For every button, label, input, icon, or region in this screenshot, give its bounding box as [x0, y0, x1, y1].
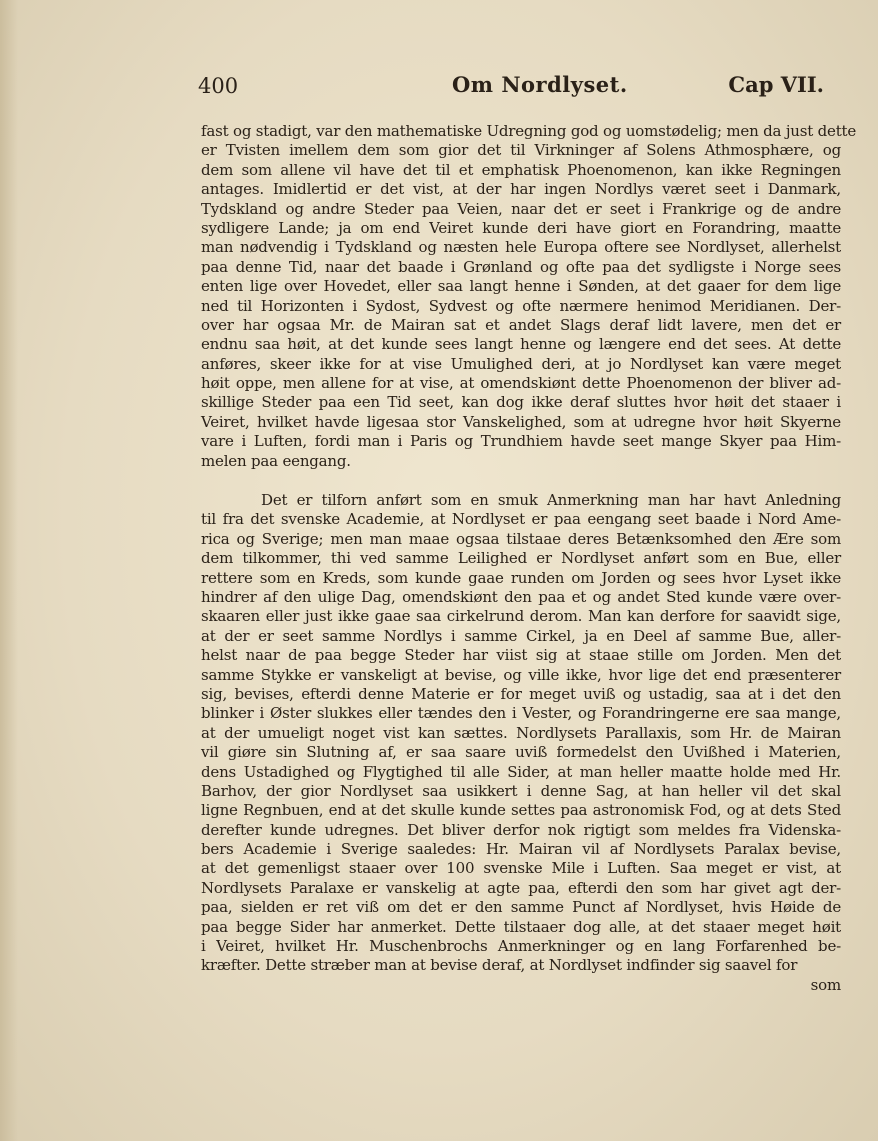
- text-line: kræfter. Dette stræber man at bevise deraf, at Nordlyset indfinder sig saavel for: [201, 956, 798, 975]
- text-line: Barhov, der gior Nordlyset saa usikkert i denne Sag, at han heller vil det skal: [201, 781, 841, 800]
- text-line: over har ogsaa Mr. de Mairan sat et andet Slags deraf lidt lavere, men det er: [201, 315, 841, 334]
- text-line: dem tilkommer, thi ved samme Leilighed er Nordlyset anført som en Bue, eller: [201, 549, 841, 568]
- body-text: [201, 122, 857, 995]
- text-line: er Tvisten imellem dem som gior det til Virkninger af Solens Athmosphære, og: [201, 141, 841, 160]
- text-line: man nødvendig i Tydskland og næsten hele Europa oftere see Nordlyset, allerhelst: [201, 238, 841, 257]
- text-line: Tydskland og andre Steder paa Veien, naar det er seet i Frankrige og de andre: [201, 199, 841, 218]
- chapter-label: Cap VII.: [728, 72, 824, 97]
- text-line: til fra det svenske Academie, at Nordlyset er paa eengang seet baade i Nord Ame-: [201, 510, 841, 529]
- text-line: vare i Luften, fordi man i Paris og Trundhiem havde seet mange Skyer paa Him-: [201, 432, 841, 451]
- text-line: rettere som en Kreds, som kunde gaae runden om Jorden og sees hvor Lyset ikke: [201, 568, 841, 587]
- text-line: dens Ustadighed og Flygtighed til alle Sider, at man heller maatte holde med Hr.: [201, 762, 841, 781]
- text-line: antages. Imidlertid er det vist, at der har ingen Nordlys været seet i Danmark,: [201, 180, 841, 199]
- text-line: vil giøre sin Slutning af, er saa saare uviß formedelst den Uvißhed i Materien,: [201, 743, 841, 762]
- text-line: skaaren eller just ikke gaae saa cirkelrund derom. Man kan derfore for saavidt sige,: [201, 607, 841, 626]
- text-line: blinker i Øster slukkes eller tændes den i Vester, og Forandringerne ere saa mange,: [201, 704, 841, 723]
- text-line: derefter kunde udregnes. Det bliver derfor nok rigtigt som meldes fra Videnska-: [201, 820, 841, 839]
- text-line: fast og stadigt, var den mathematiske Udregning god og uomstødelig; men da just dette: [201, 122, 857, 140]
- text-line: melen paa eengang.: [201, 451, 351, 470]
- text-line: sydligere Lande; ja om end Veiret kunde deri have giort en Forandring, maatte: [201, 218, 841, 237]
- text-line: Veiret, hvilket havde ligesaa stor Vanskelighed, som at udregne hvor høit Skyerne: [201, 412, 841, 431]
- text-line: Det er tilforn anført som en smuk Anmerkning man har havt Anledning: [261, 491, 841, 510]
- text-line: samme Stykke er vanskeligt at bevise, og ville ikke, hvor lige det end præsenterer: [201, 665, 841, 684]
- paragraph-gap: [201, 471, 841, 491]
- text-line: hindrer af den ulige Dag, omendskiønt den paa et og andet Sted kunde være over-: [201, 587, 841, 606]
- text-line: ligne Regnbuen, end at det skulle kunde settes paa astronomisk Fod, og at dets Sted: [201, 801, 841, 820]
- text-line: skillige Steder paa een Tid seet, kan dog ikke deraf sluttes hvor høit det staaer i: [201, 393, 841, 412]
- text-line: paa begge Sider har anmerket. Dette tilstaaer dog alle, at det staaer meget høit: [201, 917, 841, 936]
- text-line: helst naar de paa begge Steder har viist sig at staae stille om Jorden. Men det: [201, 646, 841, 665]
- text-line: anføres, skeer ikke for at vise Umulighed deri, at jo Nordlyset kan være meget: [201, 354, 841, 373]
- text-line: at det gemenligst staaer over 100 svenske Mile i Luften. Saa meget er vist, at: [201, 859, 841, 878]
- text-line: sig, bevises, efterdi denne Materie er for meget uviß og ustadig, saa at i det den: [201, 684, 841, 703]
- text-line: paa, sielden er ret viß om det er den samme Punct af Nordlyset, hvis Høide de: [201, 898, 841, 917]
- paragraph-2: [201, 491, 841, 976]
- text-line: i Veiret, hvilket Hr. Muschenbrochs Anmerkninger og en lang Forfarenhed be-: [201, 937, 841, 956]
- text-line: dem som allene vil have det til et emphatisk Phoenomenon, kan ikke Regningen: [201, 160, 841, 179]
- text-line: Nordlysets Paralaxe er vanskelig at agte paa, efterdi den som har givet agt der-: [201, 878, 841, 897]
- text-line: at der er seet samme Nordlys i samme Cirkel, ja en Deel af samme Bue, aller-: [201, 626, 841, 645]
- page-header: [196, 70, 828, 104]
- text-line: at der umueligt noget vist kan sættes. Nordlysets Parallaxis, som Hr. de Mairan: [201, 723, 841, 742]
- text-line: paa denne Tid, naar det baade i Grønland og ofte paa det sydligste i Norge sees: [201, 257, 841, 276]
- running-title: Om Nordlyset.: [452, 72, 628, 97]
- text-line: endnu saa høit, at det kunde sees langt henne og længere end det sees. At dette: [201, 335, 841, 354]
- text-line: rica og Sverige; men man maae ogsaa tilstaae deres Betænksomhed den Ære som: [201, 529, 841, 548]
- page-number: 400: [198, 74, 239, 98]
- text-line: ned til Horizonten i Sydost, Sydvest og ofte nærmere henimod Meridianen. Der-: [201, 296, 841, 315]
- paragraph-1: [201, 122, 857, 471]
- catchword: som: [810, 975, 841, 994]
- page-edge-shadow: [0, 0, 18, 1141]
- text-line: høit oppe, men allene for at vise, at omendskiønt dette Phoenomenon der bliver ad-: [201, 374, 841, 393]
- text-line: bers Academie i Sverige saaledes: Hr. Mairan vil af Nordlysets Paralax bevise,: [201, 840, 841, 859]
- text-line: enten lige over Hovedet, eller saa langt henne i Sønden, at det gaaer for dem lige: [201, 277, 841, 296]
